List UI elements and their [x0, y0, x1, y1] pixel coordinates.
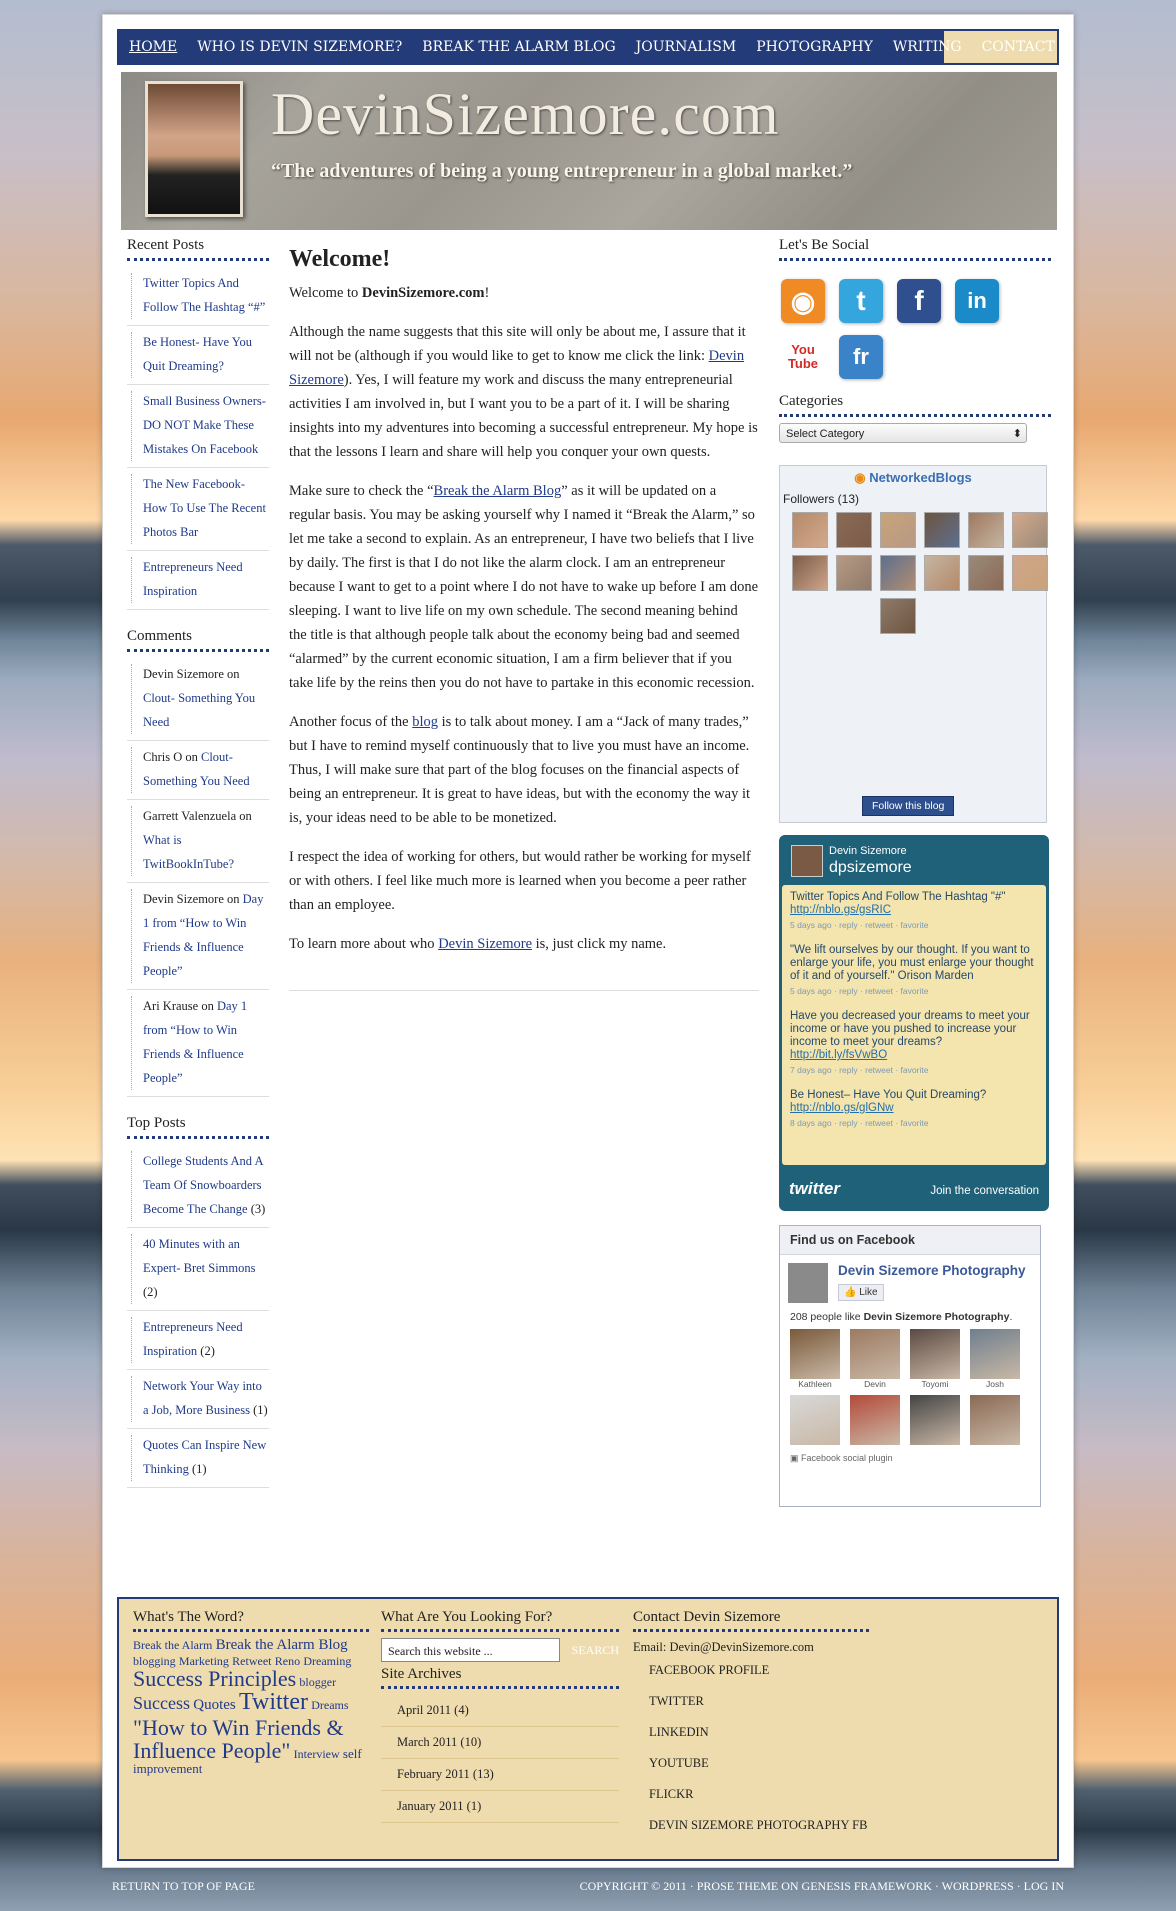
contact-email[interactable]: Email: Devin@DevinSizemore.com — [633, 1640, 814, 1654]
paragraph-4: I respect the idea of working for others, but would rather be working for myself or with others. I feel like much more is learned when you become a peer rather than an employee. — [289, 849, 751, 913]
contact-link[interactable]: TWITTER — [649, 1694, 704, 1708]
fan-name: Kathleen — [798, 1379, 832, 1389]
archive-link[interactable]: April 2011 (4) — [381, 1695, 619, 1727]
categories-title: Categories — [779, 393, 1051, 417]
follower-avatar[interactable] — [968, 512, 1004, 548]
recent-post-link[interactable]: The New Facebook- How To Use The Recent Photos Bar — [143, 477, 266, 539]
facebook-header: Find us on Facebook — [780, 1226, 1040, 1255]
paragraph-1 — [289, 320, 759, 464]
comment-post-link[interactable]: Day 1 from “How to Win Friends & Influence People” — [143, 892, 264, 978]
copyright-text: COPYRIGHT © 2011 · PROSE THEME ON GENESIS FRAMEWORK · WORDPRESS · LOG IN — [579, 1879, 1064, 1893]
nav-item-journalism[interactable]: JOURNALISM — [635, 39, 737, 55]
comments-title: Comments — [127, 628, 269, 652]
facebook-page-photo[interactable] — [788, 1263, 828, 1303]
right-sidebar — [779, 237, 1051, 1507]
tag-link[interactable]: Retweet — [232, 1653, 272, 1668]
break-the-alarm-blog-link[interactable]: Break the Alarm Blog — [433, 483, 562, 499]
facebook-page-name[interactable]: Devin Sizemore Photography — [838, 1263, 1026, 1278]
fan-name: Toyomi — [921, 1379, 949, 1389]
facebook-fan[interactable] — [850, 1329, 900, 1389]
tweet-link[interactable]: http://nblo.gs/glGNw — [790, 1102, 894, 1114]
follower-avatar[interactable] — [792, 555, 828, 591]
like-count-text: 208 people like — [790, 1311, 864, 1323]
list-item — [127, 1311, 269, 1370]
facebook-plugin-label[interactable]: ▣ Facebook social plugin — [790, 1453, 893, 1463]
follower-avatar[interactable] — [880, 512, 916, 548]
tweet-list — [782, 885, 1046, 1165]
tag-link[interactable]: Break the Alarm Blog — [215, 1637, 348, 1653]
recent-post-link[interactable]: Be Honest- Have You Quit Dreaming? — [143, 335, 253, 373]
tag-link[interactable]: self improvement — [133, 1745, 362, 1776]
intro-site-name: DevinSizemore.com — [361, 285, 485, 301]
footer-widgets — [117, 1597, 1059, 1861]
tweet-text: Have you decreased your dreams to meet your income or have you pushed to increase your income to meet your dreams? — [790, 1010, 1030, 1048]
follower-avatar[interactable] — [792, 512, 828, 548]
facebook-icon[interactable]: f — [897, 279, 941, 323]
top-post-count: (1) — [253, 1403, 268, 1417]
paragraph-5 — [289, 932, 759, 956]
contact-link[interactable]: FACEBOOK PROFILE — [649, 1663, 770, 1677]
comment-author: Chris O — [143, 750, 183, 764]
list-item — [127, 1228, 269, 1311]
tag-link[interactable]: blogging — [133, 1653, 176, 1668]
follower-avatar[interactable] — [836, 555, 872, 591]
tweet-meta: 8 days ago · reply · retweet · favorite — [790, 1118, 929, 1128]
list-item — [127, 883, 269, 990]
twitter-widget — [779, 835, 1049, 1211]
main-nav — [117, 29, 1059, 65]
fan-photo — [970, 1329, 1020, 1379]
fan-photo — [970, 1395, 1020, 1445]
author-photo — [145, 81, 243, 217]
facebook-fan[interactable] — [850, 1395, 900, 1445]
comment-post-link[interactable]: Clout- Something You Need — [143, 691, 256, 729]
tweet-meta: 7 days ago · reply · retweet · favorite — [790, 1065, 929, 1075]
networkedblogs-widget — [779, 465, 1047, 823]
facebook-widget — [779, 1225, 1041, 1507]
tweet — [790, 944, 1038, 998]
comment-on: on — [227, 892, 240, 906]
twitter-icon[interactable]: t — [839, 279, 883, 323]
top-post-link[interactable]: College Students And A Team Of Snowboarders Become The Change — [143, 1154, 263, 1216]
fan-photo — [850, 1395, 900, 1445]
return-to-top-link[interactable]: RETURN TO TOP OF PAGE — [112, 1879, 255, 1893]
tweet-link[interactable]: http://bit.ly/fsVwBO — [790, 1049, 888, 1061]
nav-item-break-the-alarm-blog[interactable]: BREAK THE ALARM BLOG — [422, 39, 616, 55]
paragraph-3 — [289, 710, 759, 830]
comment-author: Devin Sizemore — [143, 892, 224, 906]
top-post-count: (3) — [250, 1202, 266, 1216]
nb-logo-a: Networked — [869, 470, 936, 485]
tag-link[interactable]: Quotes — [193, 1697, 236, 1714]
contact-link[interactable]: YOUTUBE — [649, 1756, 709, 1770]
social-icons — [779, 267, 1051, 393]
fan-photo — [910, 1395, 960, 1445]
intro-paragraph — [289, 281, 759, 305]
facebook-fan[interactable] — [790, 1329, 840, 1389]
twitter-avatar[interactable] — [791, 845, 823, 877]
follower-avatar[interactable] — [880, 598, 916, 634]
top-post-link[interactable]: Network Your Way into a Job, More Business — [143, 1379, 262, 1417]
tag-link[interactable]: Marketing — [178, 1653, 229, 1668]
tweet-text: Twitter Topics And Follow The Hashtag "#" — [790, 891, 1006, 903]
fan-photo — [910, 1329, 960, 1379]
nav-item-writing[interactable]: WRITING — [892, 39, 962, 55]
recent-posts-list — [127, 267, 269, 610]
rss-icon[interactable]: ◉ — [781, 279, 825, 323]
fan-name: Josh — [986, 1379, 1004, 1389]
content-divider — [289, 990, 759, 991]
top-post-link[interactable]: 40 Minutes with an Expert- Bret Simmons — [143, 1237, 256, 1275]
twitter-handle[interactable]: dpsizemore — [829, 859, 912, 876]
comment-author: Garrett Valenzuela — [143, 809, 237, 823]
comment-post-link[interactable]: What is TwitBookInTube? — [143, 833, 235, 871]
list-item — [127, 658, 269, 741]
recent-posts-title: Recent Posts — [127, 237, 269, 261]
blog-link[interactable]: blog — [412, 714, 438, 730]
post-title: Welcome! — [289, 246, 391, 272]
tag-link[interactable]: Reno — [274, 1653, 301, 1668]
recent-post-link[interactable]: Entrepreneurs Need Inspiration — [143, 560, 243, 598]
facebook-fan[interactable] — [910, 1329, 960, 1389]
paragraph-2 — [289, 479, 759, 695]
tweet-text: Be Honest– Have You Quit Dreaming? — [790, 1089, 987, 1101]
tag-link[interactable]: Dreaming — [303, 1653, 352, 1668]
archives-list — [381, 1695, 619, 1823]
tweet-link[interactable]: http://nblo.gs/gsRIC — [790, 904, 891, 916]
p5-text-a: To learn more about who — [289, 936, 439, 952]
linkedin-icon[interactable]: in — [955, 279, 999, 323]
list-item — [127, 1370, 269, 1429]
list-item — [127, 267, 269, 326]
follower-avatar[interactable] — [1012, 512, 1048, 548]
fan-name: Devin — [864, 1379, 886, 1389]
tweet — [790, 1010, 1038, 1077]
facebook-fans — [780, 1323, 1040, 1451]
tag-link[interactable]: Success Principles — [133, 1666, 297, 1692]
fan-photo — [850, 1329, 900, 1379]
facebook-fan[interactable] — [970, 1395, 1020, 1445]
p2-text-b: ” as it will be updated on a regular basis. You may be asking yourself why I named it “Break the Alarm,” so let me take a second to explain. As an entrepreneur, I have two beliefs that I live by daily. The first is that I do not like the alarm clock. I am an entrepreneur because I want to get to a point where I do not have to wake up before I am done sleeping. I want to live life on my own schedule. The second meaning behind the title is that although people talk about the economy being bad and seemed “alarmed” by the current economic situation, I am a firm believer that if you take life by the reins then you do not have to partake in this economic recession. — [289, 483, 759, 691]
contact-title: Contact Devin Sizemore — [633, 1609, 869, 1632]
tag-link[interactable]: Twitter — [239, 1689, 308, 1716]
tweet — [790, 1089, 1038, 1130]
archive-link[interactable]: February 2011 (13) — [381, 1759, 619, 1791]
like-label: Like — [859, 1287, 878, 1298]
contact-link[interactable]: DEVIN SIZEMORE PHOTOGRAPHY FB — [649, 1818, 868, 1832]
p1-text-b: ). Yes, I will feature my work and discuss the many entrepreneurial activities I am involved in, but I want you to be a part of it. I will be sharing insights into my adventures into becoming a successful entrepreneur. My hope is that the lessons I learn and share will help you conquer your own quests. — [289, 372, 758, 460]
comments-list — [127, 658, 269, 1097]
tweet — [790, 891, 1038, 932]
facebook-like-count — [780, 1311, 1040, 1323]
comment-author: Devin Sizemore — [143, 667, 224, 681]
friendfeed-icon[interactable]: fr — [839, 335, 883, 379]
nav-item-photography[interactable]: PHOTOGRAPHY — [756, 39, 873, 55]
fan-photo — [790, 1395, 840, 1445]
comment-author: Ari Krause — [143, 999, 199, 1013]
plugin-label-text: Facebook social plugin — [801, 1453, 893, 1463]
tag-link[interactable]: Success — [133, 1693, 190, 1714]
tag-cloud-title: What's The Word? — [133, 1609, 369, 1632]
contact-link[interactable]: FLICKR — [649, 1787, 694, 1801]
tweet-text: "We lift ourselves by our thought. If you want to enlarge your life, you must enlarge your thought of it and of yourself." Orison Marden — [790, 944, 1034, 982]
top-post-count: (1) — [191, 1462, 207, 1476]
intro-text: Welcome to — [289, 285, 362, 301]
search-button[interactable]: SEARCH — [571, 1642, 619, 1657]
top-post-link[interactable]: Quotes Can Inspire New Thinking — [143, 1438, 267, 1476]
tag-link[interactable]: Interview — [293, 1746, 340, 1761]
archive-link[interactable]: January 2011 (1) — [381, 1791, 619, 1823]
p3-text-b: is to talk about money. I am a “Jack of many trades,” but I have to remind myself continuously that to live you must have an income. Thus, I will make sure that part of the blog focuses on the financial aspects of being an entrepreneur. It is great to have ideas, but with the economy the way it is, your ideas need to be able to be monetized. — [289, 714, 751, 826]
page-container — [102, 14, 1074, 1868]
left-sidebar — [127, 237, 269, 1506]
fan-photo — [790, 1329, 840, 1379]
list-item — [127, 385, 269, 468]
main-content — [289, 247, 759, 991]
followers-grid — [780, 506, 1046, 634]
nb-logo-b: Blogs — [935, 470, 972, 485]
top-post-count: (2) — [143, 1285, 158, 1299]
site-tagline: “The adventures of being a young entrepreneur in a global market.” — [271, 160, 853, 182]
top-posts-list — [127, 1145, 269, 1488]
header-banner[interactable] — [121, 72, 1057, 230]
twitter-logo[interactable]: twitter — [789, 1179, 840, 1198]
join-conversation-link[interactable]: Join the conversation — [930, 1185, 1039, 1197]
tweet-meta: 5 days ago · reply · retweet · favorite — [790, 920, 929, 930]
category-select[interactable]: Select Category ⬍ — [779, 423, 1027, 443]
tag-link[interactable]: Break the Alarm — [133, 1638, 213, 1652]
twitter-name[interactable]: Devin Sizemore — [829, 845, 907, 857]
devin-sizemore-name-link[interactable]: Devin Sizemore — [438, 936, 533, 952]
site-title[interactable]: DevinSizemore.com — [271, 81, 780, 147]
follow-blog-button[interactable]: Follow this blog — [862, 796, 954, 816]
top-posts-title: Top Posts — [127, 1115, 269, 1139]
p2-text-a: Make sure to check the “ — [289, 483, 434, 499]
list-item — [127, 1429, 269, 1488]
comment-on: on — [239, 809, 252, 823]
tag-cloud — [133, 1638, 369, 1776]
follower-avatar[interactable] — [1012, 555, 1048, 591]
p3-text-a: Another focus of the — [289, 714, 413, 730]
list-item — [127, 468, 269, 551]
search-title: What Are You Looking For? — [381, 1609, 619, 1632]
comment-post-link[interactable]: Day 1 from “How to Win Friends & Influence People” — [143, 999, 248, 1085]
archives-title: Site Archives — [381, 1666, 619, 1689]
contact-link[interactable]: LINKEDIN — [649, 1725, 709, 1739]
list-item — [127, 551, 269, 610]
facebook-fan[interactable] — [910, 1395, 960, 1445]
nav-item-contact[interactable]: CONTACT — [981, 39, 1055, 55]
list-item — [127, 990, 269, 1097]
follower-avatar[interactable] — [924, 555, 960, 591]
follower-avatar[interactable] — [880, 555, 916, 591]
tag-link[interactable]: Dreams — [311, 1698, 349, 1713]
follower-avatar[interactable] — [924, 512, 960, 548]
social-title: Let's Be Social — [779, 237, 1051, 261]
like-count-punct: . — [1009, 1311, 1013, 1323]
search-input[interactable]: Search this website ... — [381, 1638, 560, 1662]
follower-avatar[interactable] — [968, 555, 1004, 591]
follower-avatar[interactable] — [836, 512, 872, 548]
bottom-bar — [112, 1879, 1064, 1894]
recent-post-link[interactable]: Small Business Owners- DO NOT Make These Mistakes On Facebook — [143, 394, 266, 456]
facebook-like-button[interactable]: 👍 Like — [838, 1284, 884, 1301]
p1-text-a: Although the name suggests that this site will only be about me, I assure that it will not be (although if you would like to get to know me click the link: — [289, 324, 746, 364]
list-item — [127, 1145, 269, 1228]
devin-sizemore-link[interactable]: Devin Sizemore — [289, 348, 745, 388]
comment-on: on — [185, 750, 198, 764]
like-count-page: Devin Sizemore Photography — [863, 1311, 1010, 1323]
tweet-meta: 5 days ago · reply · retweet · favorite — [790, 986, 929, 996]
tag-link[interactable]: blogger — [299, 1675, 337, 1690]
contact-links — [633, 1655, 869, 1841]
facebook-fan[interactable] — [970, 1329, 1020, 1389]
youtube-icon[interactable]: You Tube — [781, 335, 825, 379]
nav-item-home[interactable]: HOME — [129, 39, 178, 55]
list-item — [127, 326, 269, 385]
comment-post-link[interactable]: Clout- Something You Need — [143, 750, 250, 788]
top-post-count: (2) — [200, 1344, 215, 1358]
comment-on: on — [201, 999, 214, 1013]
nav-item-who-is-devin-sizemore[interactable]: WHO IS DEVIN SIZEMORE? — [197, 39, 403, 55]
top-post-link[interactable]: Entrepreneurs Need Inspiration — [143, 1320, 243, 1358]
list-item — [127, 800, 269, 883]
tag-link[interactable]: "How to Win Friends & Influence People" — [133, 1714, 344, 1763]
intro-punct: ! — [484, 285, 490, 301]
facebook-fan[interactable] — [790, 1395, 840, 1445]
p5-text-b: is, just click my name. — [532, 936, 667, 952]
list-item — [127, 741, 269, 800]
networkedblogs-logo[interactable]: ◉ NetworkedBlogs — [854, 470, 972, 485]
archive-link[interactable]: March 2011 (10) — [381, 1727, 619, 1759]
recent-post-link[interactable]: Twitter Topics And Follow The Hashtag “#” — [143, 276, 266, 314]
followers-count: Followers (13) — [783, 492, 860, 506]
comment-on: on — [227, 667, 240, 681]
